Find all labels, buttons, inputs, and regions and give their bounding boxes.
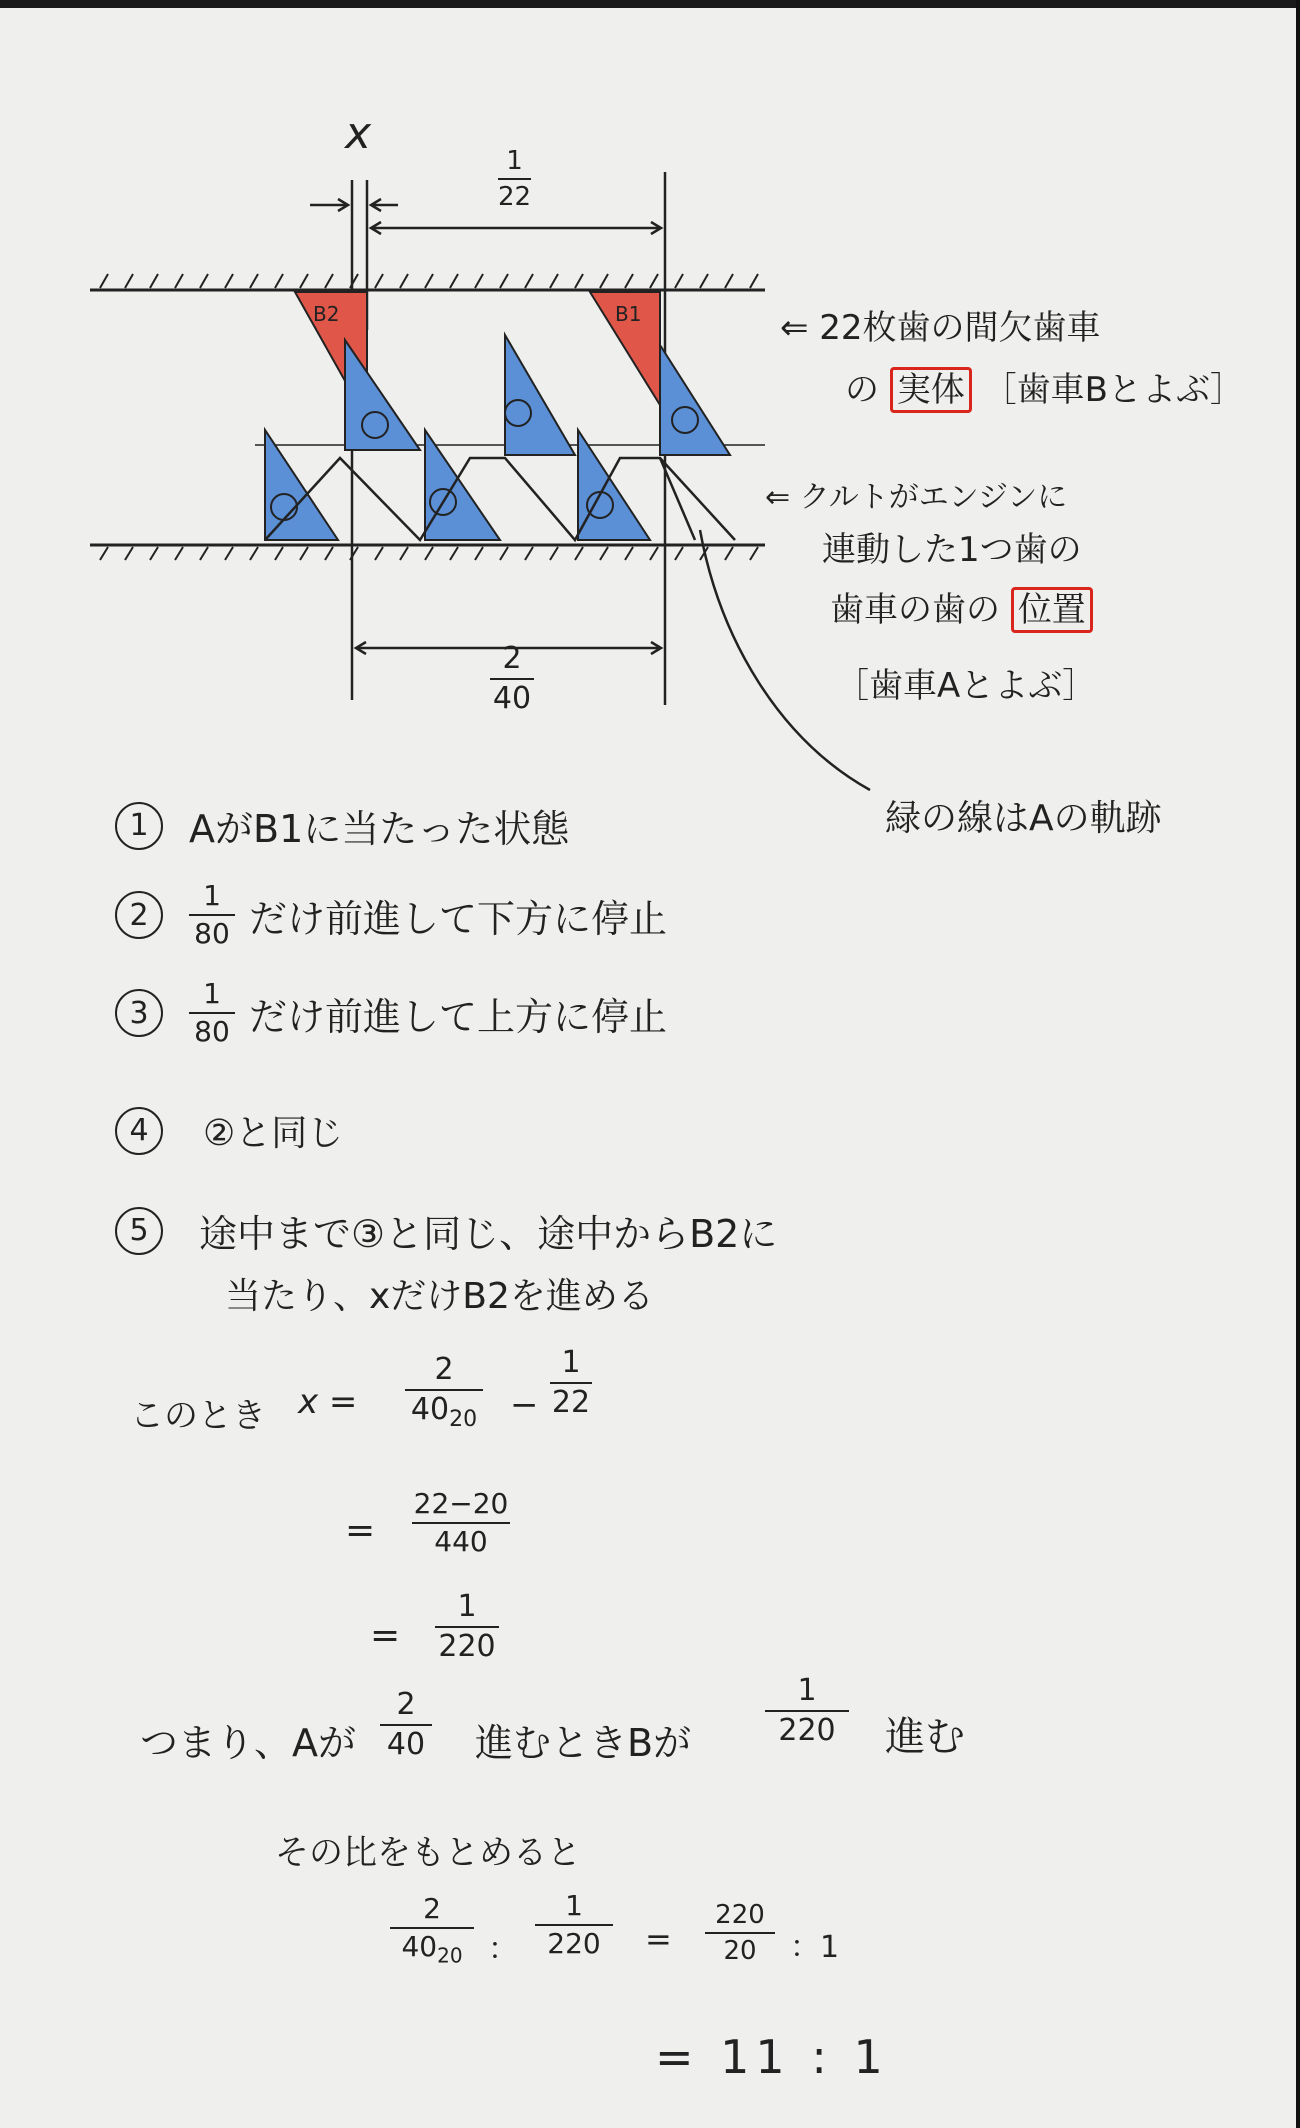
tooth-4 [265, 430, 338, 540]
numerator: 1 [203, 977, 221, 1010]
step-5-continued: 当たり、xだけB2を進める [225, 1276, 654, 1317]
fraction-bar [390, 1927, 474, 1929]
tooth-2 [578, 430, 650, 540]
calc-fraction-3 [412, 1487, 510, 1558]
fraction-bar [435, 1626, 499, 1628]
trajectory-note: 緑の線はAの軌跡 [885, 798, 1162, 839]
ratio-eq: = [645, 1920, 672, 1958]
denominator: 40 [492, 681, 532, 716]
step-5 [115, 1203, 777, 1258]
gear-b-note-line2 [845, 362, 1244, 411]
tooth-5 [345, 340, 420, 450]
step-number: 4 [115, 1107, 163, 1155]
summary-mid: 進むときBが [475, 1721, 692, 1765]
fraction-bar [498, 178, 531, 180]
denominator [401, 1930, 463, 1968]
tooth-b1-label: B1 [615, 302, 642, 326]
numerator: 1 [561, 1345, 581, 1380]
numerator: 2 [423, 1892, 441, 1925]
step-number: 3 [115, 989, 163, 1037]
step-text: ②と同じ [203, 1113, 344, 1154]
ratio-colon: ： [488, 1932, 518, 1967]
denominator-struck: 40 [410, 1392, 450, 1427]
step-text: 途中まで③と同じ、途中からB2に [199, 1212, 778, 1256]
ratio-fraction-1 [390, 1892, 474, 1968]
fraction-bar [550, 1382, 592, 1384]
denominator: 22 [498, 182, 532, 212]
top-dimension-fraction [498, 148, 531, 210]
fraction-bar [405, 1389, 483, 1391]
gear-b-note-post: ［歯車Bとよぶ］ [982, 370, 1244, 410]
gear-a-note-pre: 歯車の歯の [830, 590, 1000, 630]
calc-eq-2: = [370, 1615, 401, 1656]
fraction-bar [189, 914, 235, 916]
denominator: 220 [778, 1713, 836, 1748]
calc-intro: このとき [130, 1396, 266, 1436]
gear-a-note-line3 [830, 582, 1093, 631]
denominator: 440 [434, 1525, 488, 1558]
gear-a-note-line4: ［歯車Aとよぶ］ [835, 666, 1097, 706]
tooth-3 [505, 335, 575, 455]
denominator: 40 [386, 1727, 426, 1762]
denominator: 80 [194, 917, 230, 950]
step-1 [115, 798, 569, 853]
x-dimension [310, 199, 398, 211]
upper-rail-hatching [100, 274, 758, 288]
step-text: だけ前進して上方に停止 [249, 994, 668, 1039]
gear-b-note-pre: の [845, 370, 879, 410]
ratio-fraction-2 [535, 1889, 613, 1960]
calc-x-eq: x = [298, 1382, 358, 1422]
step-number: 1 [115, 802, 163, 850]
numerator: 1 [797, 1673, 817, 1708]
ratio-fraction-3 [705, 1902, 775, 1964]
fraction-bar [189, 1012, 235, 1014]
numerator: 1 [203, 879, 221, 912]
fraction-bar [412, 1522, 510, 1524]
tooth-b2-label: B2 [313, 302, 340, 326]
right-edge [1296, 0, 1300, 2128]
top-dimension [371, 222, 661, 234]
bottom-dimension-fraction [490, 641, 534, 716]
denominator: 22 [551, 1385, 591, 1420]
tooth-1 [660, 345, 730, 455]
denominator-reduced: 20 [449, 1407, 478, 1432]
fraction-bar [490, 678, 534, 680]
step-2 [115, 879, 668, 950]
denominator: 80 [194, 1015, 230, 1048]
calc-fraction-1 [405, 1352, 483, 1432]
ratio-tail: ：1 [790, 1930, 840, 1965]
calc-fraction-4 [435, 1589, 499, 1664]
ratio-intro: その比をもとめると [275, 1833, 581, 1873]
fraction-bar [380, 1724, 432, 1726]
step-text: だけ前進して下方に停止 [249, 896, 668, 941]
step-fraction [189, 977, 235, 1048]
numerator: 2 [502, 641, 522, 676]
gear-a-note-line1: ⇐ クルトがエンジンに [765, 480, 1068, 515]
calc-minus: − [510, 1385, 539, 1425]
step-fraction [189, 879, 235, 950]
step-3 [115, 977, 668, 1048]
step-text: AがB1に当たった状態 [189, 807, 570, 851]
calc-eq-1: = [345, 1510, 376, 1551]
final-result: = 11 : 1 [655, 2030, 889, 2084]
numerator: 2 [396, 1687, 416, 1722]
step-number: 5 [115, 1207, 163, 1255]
gear-a-note-line2: 連動した1つ歯の [822, 530, 1082, 570]
denominator [410, 1392, 478, 1432]
fraction-bar [705, 1932, 775, 1934]
summary-post: 進む [885, 1714, 965, 1760]
tooth-blue-mid [425, 430, 500, 540]
numerator: 220 [715, 1900, 765, 1930]
lower-rail-hatching [100, 547, 758, 560]
fraction-bar [765, 1710, 849, 1712]
step-number: 2 [115, 891, 163, 939]
step-4 [115, 1105, 343, 1156]
denominator: 220 [438, 1629, 496, 1664]
numerator: 1 [506, 146, 523, 176]
fraction-bar [535, 1924, 613, 1926]
denominator-reduced: 20 [437, 1943, 463, 1968]
numerator: 2 [434, 1352, 454, 1387]
gear-b-note-boxed: 実体 [890, 367, 972, 413]
x-label: x [345, 108, 372, 159]
numerator: 1 [565, 1889, 583, 1922]
tooth-number-circles [271, 400, 698, 520]
numerator: 1 [457, 1589, 477, 1624]
calc-fraction-2 [550, 1345, 592, 1420]
denominator: 20 [723, 1936, 757, 1966]
summary-fraction-a [380, 1687, 432, 1762]
gear-b-note-line1: ⇐ 22枚歯の間欠歯車 [780, 308, 1101, 348]
summary-pre: つまり、Aが [140, 1721, 356, 1765]
denominator-struck: 40 [401, 1930, 438, 1963]
gear-a-note-boxed: 位置 [1011, 587, 1093, 633]
numerator: 22−20 [413, 1487, 509, 1520]
summary-fraction-b [765, 1673, 849, 1748]
denominator: 220 [547, 1927, 601, 1960]
